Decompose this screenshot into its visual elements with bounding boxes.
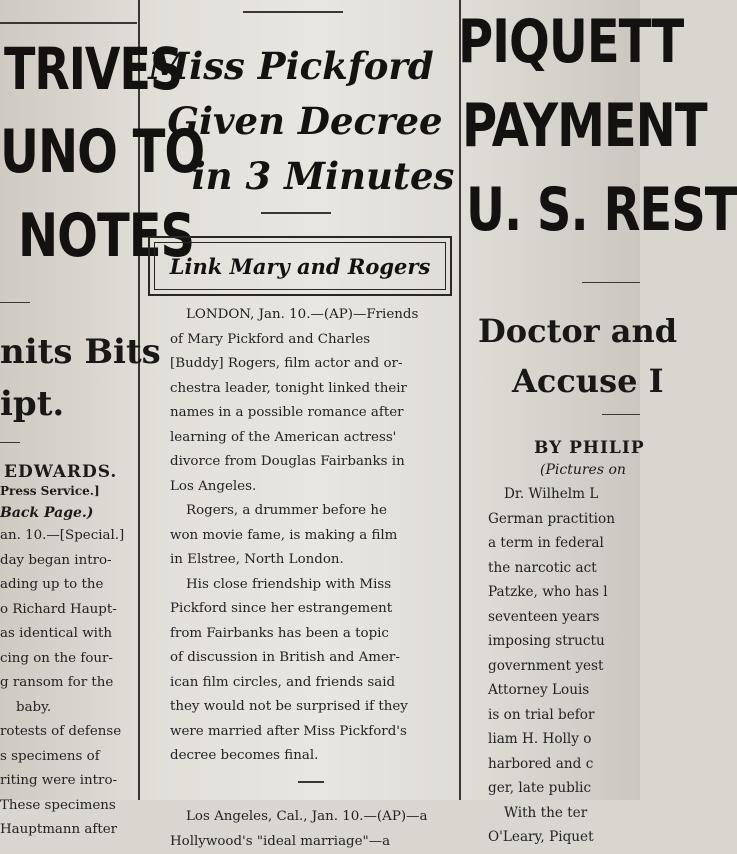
right-headline-line-2: PAYMENT bbox=[462, 96, 707, 156]
body-line: g ransom for the bbox=[0, 671, 124, 696]
body-line: cing on the four- bbox=[0, 647, 124, 672]
left-byline: EDWARDS. bbox=[4, 462, 117, 482]
body-line: won movie fame, is making a film bbox=[170, 524, 458, 549]
body-line: is on trial befor bbox=[488, 703, 615, 728]
body-line: baby. bbox=[0, 696, 124, 721]
body-line: O'Leary, Piquet bbox=[488, 825, 615, 850]
body-line: Attorney Louis bbox=[488, 678, 615, 703]
body-line: they would not be surprised if they bbox=[170, 695, 458, 720]
body-line: o Richard Haupt- bbox=[0, 598, 124, 623]
right-mid-rule bbox=[582, 282, 640, 283]
body-line: the narcotic act bbox=[488, 556, 615, 581]
body-line: imposing structu bbox=[488, 629, 615, 654]
body-line: from Fairbanks has been a topic bbox=[170, 622, 458, 647]
body-line: day began intro- bbox=[0, 549, 124, 574]
body-line: decree becomes final. bbox=[170, 744, 458, 769]
body-line: were married after Miss Pickford's bbox=[170, 720, 458, 745]
right-byline: BY PHILIP bbox=[534, 438, 645, 458]
body-line: Hauptmann after bbox=[0, 818, 124, 843]
right-column bbox=[462, 0, 640, 800]
body-line: Pickford since her estrangement bbox=[170, 597, 458, 622]
right-headline-line-3: U. S. REST bbox=[466, 180, 737, 240]
left-column bbox=[0, 0, 137, 800]
center-headline-line-1: Miss Pickford bbox=[141, 40, 441, 93]
center-headline-line-3: in 3 Minutes bbox=[173, 150, 473, 203]
center-headline-line-2: Given Decree bbox=[155, 95, 455, 148]
body-line: seventeen years bbox=[488, 605, 615, 630]
left-subhead-rule bbox=[0, 442, 20, 443]
left-subhead-line-2: ipt. bbox=[0, 384, 64, 424]
left-headline-line-3: NOTES bbox=[18, 206, 194, 266]
left-continued: Back Page.) bbox=[0, 505, 93, 521]
body-line: Rogers, a drummer before he bbox=[170, 499, 458, 524]
body-line: liam H. Holly o bbox=[488, 727, 615, 752]
body-line: of Mary Pickford and Charles bbox=[170, 328, 458, 353]
right-subhead-line-1: Doctor and bbox=[478, 312, 677, 350]
left-headline-line-2: UNO TO bbox=[0, 122, 204, 182]
body-line: harbored and c bbox=[488, 752, 615, 777]
body-line: Los Angeles, Cal., Jan. 10.—(AP)—a bbox=[170, 805, 458, 830]
body-line: of discussion in British and Amer- bbox=[170, 646, 458, 671]
body-line: His close friendship with Miss bbox=[170, 573, 458, 598]
body-line: Los Angeles. bbox=[170, 475, 458, 500]
body-line: Hollywood's "ideal marriage"—a bbox=[170, 830, 458, 854]
body-line: These specimens bbox=[0, 794, 124, 819]
body-line: riting were intro- bbox=[0, 769, 124, 794]
body-line: names in a possible romance after bbox=[170, 401, 458, 426]
right-pictures: (Pictures on bbox=[540, 462, 626, 478]
center-top-rule bbox=[243, 11, 343, 13]
left-top-rule bbox=[0, 22, 137, 24]
left-service: Press Service.] bbox=[0, 484, 100, 498]
center-headline-rule bbox=[261, 212, 331, 214]
right-subhead-rule bbox=[602, 414, 640, 415]
body-line: government yest bbox=[488, 654, 615, 679]
body-line: learning of the American actress' bbox=[170, 426, 458, 451]
body-line: [Buddy] Rogers, film actor and or- bbox=[170, 352, 458, 377]
body-line: chestra leader, tonight linked their bbox=[170, 377, 458, 402]
body-line: s specimens of bbox=[0, 745, 124, 770]
column-rule-right bbox=[459, 0, 461, 800]
center-subhead-box bbox=[148, 236, 452, 296]
body-line: an. 10.—[Special.] bbox=[0, 524, 124, 549]
right-headline-line-1: PIQUETT bbox=[458, 12, 683, 72]
body-line: rotests of defense bbox=[0, 720, 124, 745]
body-line: LONDON, Jan. 10.—(AP)—Friends bbox=[170, 303, 458, 328]
body-line: Patzke, who has l bbox=[488, 580, 615, 605]
body-line: divorce from Douglas Fairbanks in bbox=[170, 450, 458, 475]
right-subhead-line-2: Accuse I bbox=[512, 362, 664, 400]
right-body-text bbox=[488, 482, 615, 850]
body-line: ading up to the bbox=[0, 573, 124, 598]
body-line: ger, late public bbox=[488, 776, 615, 801]
center-body-text bbox=[170, 303, 458, 800]
body-line: Dr. Wilhelm L bbox=[488, 482, 615, 507]
body-line: as identical with bbox=[0, 622, 124, 647]
left-body-text bbox=[0, 524, 124, 843]
body-line: German practition bbox=[488, 507, 615, 532]
center-subhead: Link Mary and Rogers bbox=[154, 242, 446, 290]
body-line: With the ter bbox=[488, 801, 615, 826]
body-line: ican film circles, and friends said bbox=[170, 671, 458, 696]
body-line: a term in federal bbox=[488, 531, 615, 556]
left-subhead-line-1: nits Bits bbox=[0, 332, 161, 372]
left-mid-rule bbox=[0, 302, 30, 303]
left-headline-line-1: TRIVES bbox=[4, 40, 182, 98]
body-line bbox=[170, 781, 458, 806]
separator-rule bbox=[298, 781, 324, 783]
body-line: in Elstree, North London. bbox=[170, 548, 458, 573]
